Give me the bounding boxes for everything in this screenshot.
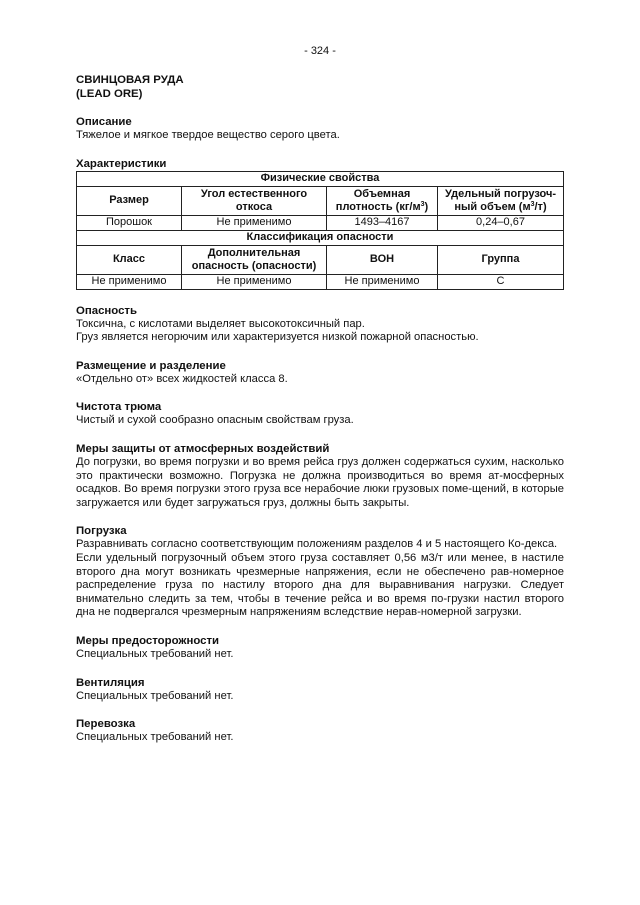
table-cell: Не применимо [327,274,438,289]
table-cell: Не применимо [182,274,327,289]
table-cell: Не применимо [77,274,182,289]
hazard-section [76,304,564,345]
section-heading: Описание [76,116,132,128]
section-heading: Перевозка [76,718,136,731]
table-header: Класс [77,245,182,274]
table-cell: 0,24–0,67 [438,215,564,230]
section-text: Токсична, с кислотами выделяет высокотоксичный пар. [76,317,365,330]
section-heading: Чистота трюма [76,401,162,414]
table-header: Размер [77,186,182,215]
section-text: Тяжелое и мягкое твердое вещество серого цвета. [76,129,340,141]
section-text: Специальных требований нет. [76,689,234,702]
table-header: Удельный погрузоч-ный объем $(м^3/т)$ [438,186,564,215]
section-text: Если удельный погрузочный объем этого груза составляет 0,56 м3/т или менее, в настиле второго дна могут возникать чрезмерные напряжения, если не обеспечено рав-номерное распределение груза по настилу второго дна для выравнивания нагрузки. Следует внимательно следить за тем, чтобы в течение рейса и во время по-грузки настил второго дна не подвергался чрезмерным напряжениям вследствие нерав-номерной загрузки. [76,551,564,619]
document-body [76,73,564,745]
section-heading: Характеристики [76,157,167,170]
table-cell: 1493–4167 [327,215,438,230]
section-heading: Размещение и разделение [76,359,226,372]
section-text: До погрузки, во время погрузки и во время рейса груз должен содержаться сухим, насколько это практически возможно. Погрузка не должна производиться во время ат-мосферных осадков. Во время погрузки этого груза все нерабочие люки грузовых поме-щений, в которые загружается или будет загружаться груз, должны быть закрыты. [76,455,564,509]
physical-properties-heading: Физические свойства [77,171,564,186]
section-text: Чистый и сухой сообразно опасным свойствам груза. [76,414,354,427]
section-text: Специальных требований нет. [76,731,234,744]
description-section [76,115,564,143]
section-heading: Вентиляция [76,676,145,689]
cargo-title-english: (LEAD ORE) [76,88,143,100]
section-heading: Меры защиты от атмосферных воздействий [76,442,330,455]
section-heading: Меры предосторожности [76,634,220,647]
section-heading: Опасность [76,304,138,317]
section-heading: Погрузка [76,525,127,538]
precautions-section [76,634,564,662]
table-cell: С [438,274,564,289]
section-text: Разравнивать согласно соответствующим положениям разделов 4 и 5 настоящего Ко-декса. [76,538,558,551]
cargo-title: СВИНЦОВАЯ РУДА [76,74,184,86]
page-number: - 324 - [304,45,336,57]
hazard-classification-heading: Классификация опасности [77,230,564,245]
characteristics-table [76,171,564,290]
table-header: ВОН [327,245,438,274]
ventilation-section [76,676,564,704]
table-header: Группа [438,245,564,274]
table-header: Объемная плотность $(кг/м^3)$ [327,186,438,215]
characteristics-section [76,157,564,290]
table-header: Угол естественного откоса [182,186,327,215]
stowage-section [76,359,564,387]
table-header: Дополнительная опасность (опасности) [182,245,327,274]
weather-precautions-section [76,442,564,510]
table-cell: Порошок [77,215,182,230]
section-text: Специальных требований нет. [76,647,234,660]
section-text: Груз является негорючим или характеризуется низкой пожарной опасностью. [76,331,479,344]
carriage-section [76,717,564,745]
loading-section [76,524,564,620]
table-cell: Не применимо [182,215,327,230]
hold-cleanliness-section [76,400,564,428]
section-text: «Отдельно от» всех жидкостей класса 8. [76,372,288,385]
